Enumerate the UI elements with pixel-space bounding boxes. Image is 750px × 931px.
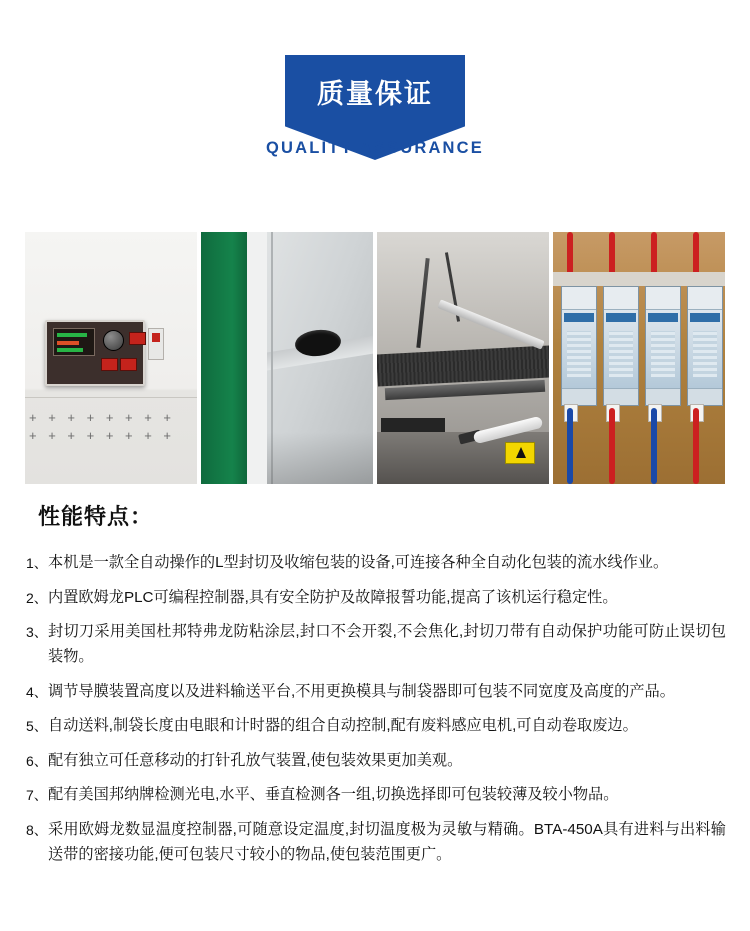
relay-module [645, 286, 681, 406]
feature-text: 自动送料,制袋长度由电眼和计时器的组合自动控制,配有废料感应电机,可自动卷取废边。 [48, 717, 638, 735]
feature-number: 3、 [26, 624, 48, 641]
digital-display-icon [53, 328, 95, 356]
features-heading: 性能特点： [38, 504, 154, 529]
feature-number: 4、 [26, 683, 48, 700]
feature-item [26, 783, 726, 808]
feature-item [26, 818, 726, 867]
product-photo-strip [25, 232, 725, 484]
feature-text: 封切刀采用美国杜邦特弗龙防粘涂层,封口不会开裂,不会焦化,封切刀带有自动保护功能可防止误切包装物。 [48, 623, 726, 665]
feature-number: 6、 [26, 752, 48, 769]
quality-assurance-banner [0, 0, 750, 200]
feature-item [26, 749, 726, 774]
photo2-green-panel [201, 232, 253, 484]
feature-text: 配有美国邦纳牌检测光电,水平、垂直检测各一组,切换选择即可包装较薄及较小物品。 [48, 786, 619, 804]
power-switch-icon [148, 328, 164, 360]
feature-number: 2、 [26, 589, 48, 606]
rotary-knob-icon [103, 330, 124, 351]
feature-item [26, 586, 726, 611]
feature-text: 采用欧姆龙数显温度控制器,可随意设定温度,封切温度极为灵敏与精确。BTA-450A具有进料与出料输送带的密接功能,便可包装尺寸较小的物品,使包装范围更广。 [48, 821, 726, 863]
feature-number: 7、 [26, 787, 48, 804]
banner-title-en: QUALITY ASSURANCE [266, 139, 484, 157]
banner-title-cn: 质量保证 [317, 79, 433, 109]
photo4-wire-red [609, 408, 615, 484]
red-button-icon [101, 358, 118, 371]
control-panel-photo [25, 232, 197, 484]
photo4-wire-red [693, 408, 699, 484]
photo4-din-rail [553, 272, 725, 286]
warning-label-icon [505, 442, 535, 464]
red-button-icon [129, 332, 146, 345]
photo2-shadow [267, 432, 373, 484]
relay-wiring-photo [553, 232, 725, 484]
feature-item [26, 680, 726, 705]
sealing-mechanism-photo [377, 232, 549, 484]
feature-text: 配有独立可任意移动的打针孔放气装置,使包装效果更加美观。 [48, 751, 463, 769]
relay-module [687, 286, 723, 406]
feature-number: 8、 [26, 822, 48, 838]
photo4-wire-blue [567, 408, 573, 484]
relay-module [561, 286, 597, 406]
feature-number: 1、 [26, 555, 48, 571]
feature-item [26, 714, 726, 739]
red-button-icon [120, 358, 137, 371]
feature-text: 内置欧姆龙PLC可编程控制器,具有安全防护及故障报誓功能,提高了该机运行稳定性。 [48, 588, 618, 606]
features-list [0, 551, 750, 867]
photo1-pattern: + + + + + + + + [29, 410, 176, 425]
photo1-divider [25, 397, 197, 398]
feature-item [26, 620, 726, 669]
feature-text: 调节导膜装置高度以及进料输送平台,不用更换模具与制袋器即可包装不同宽度及高度的产品。 [48, 682, 675, 700]
feature-text: 本机是一款全自动操作的L型封切及收缩包装的设备,可连接各种全自动化包装的流水线作业。 [48, 554, 669, 571]
features-section [0, 500, 750, 877]
relay-module [603, 286, 639, 406]
control-panel-box [45, 320, 145, 386]
feature-item [26, 551, 726, 576]
feature-number: 5、 [26, 718, 48, 735]
machine-corner-photo [201, 232, 373, 484]
photo1-pattern: + + + + + + + + [29, 428, 176, 443]
photo4-wire-blue [651, 408, 657, 484]
